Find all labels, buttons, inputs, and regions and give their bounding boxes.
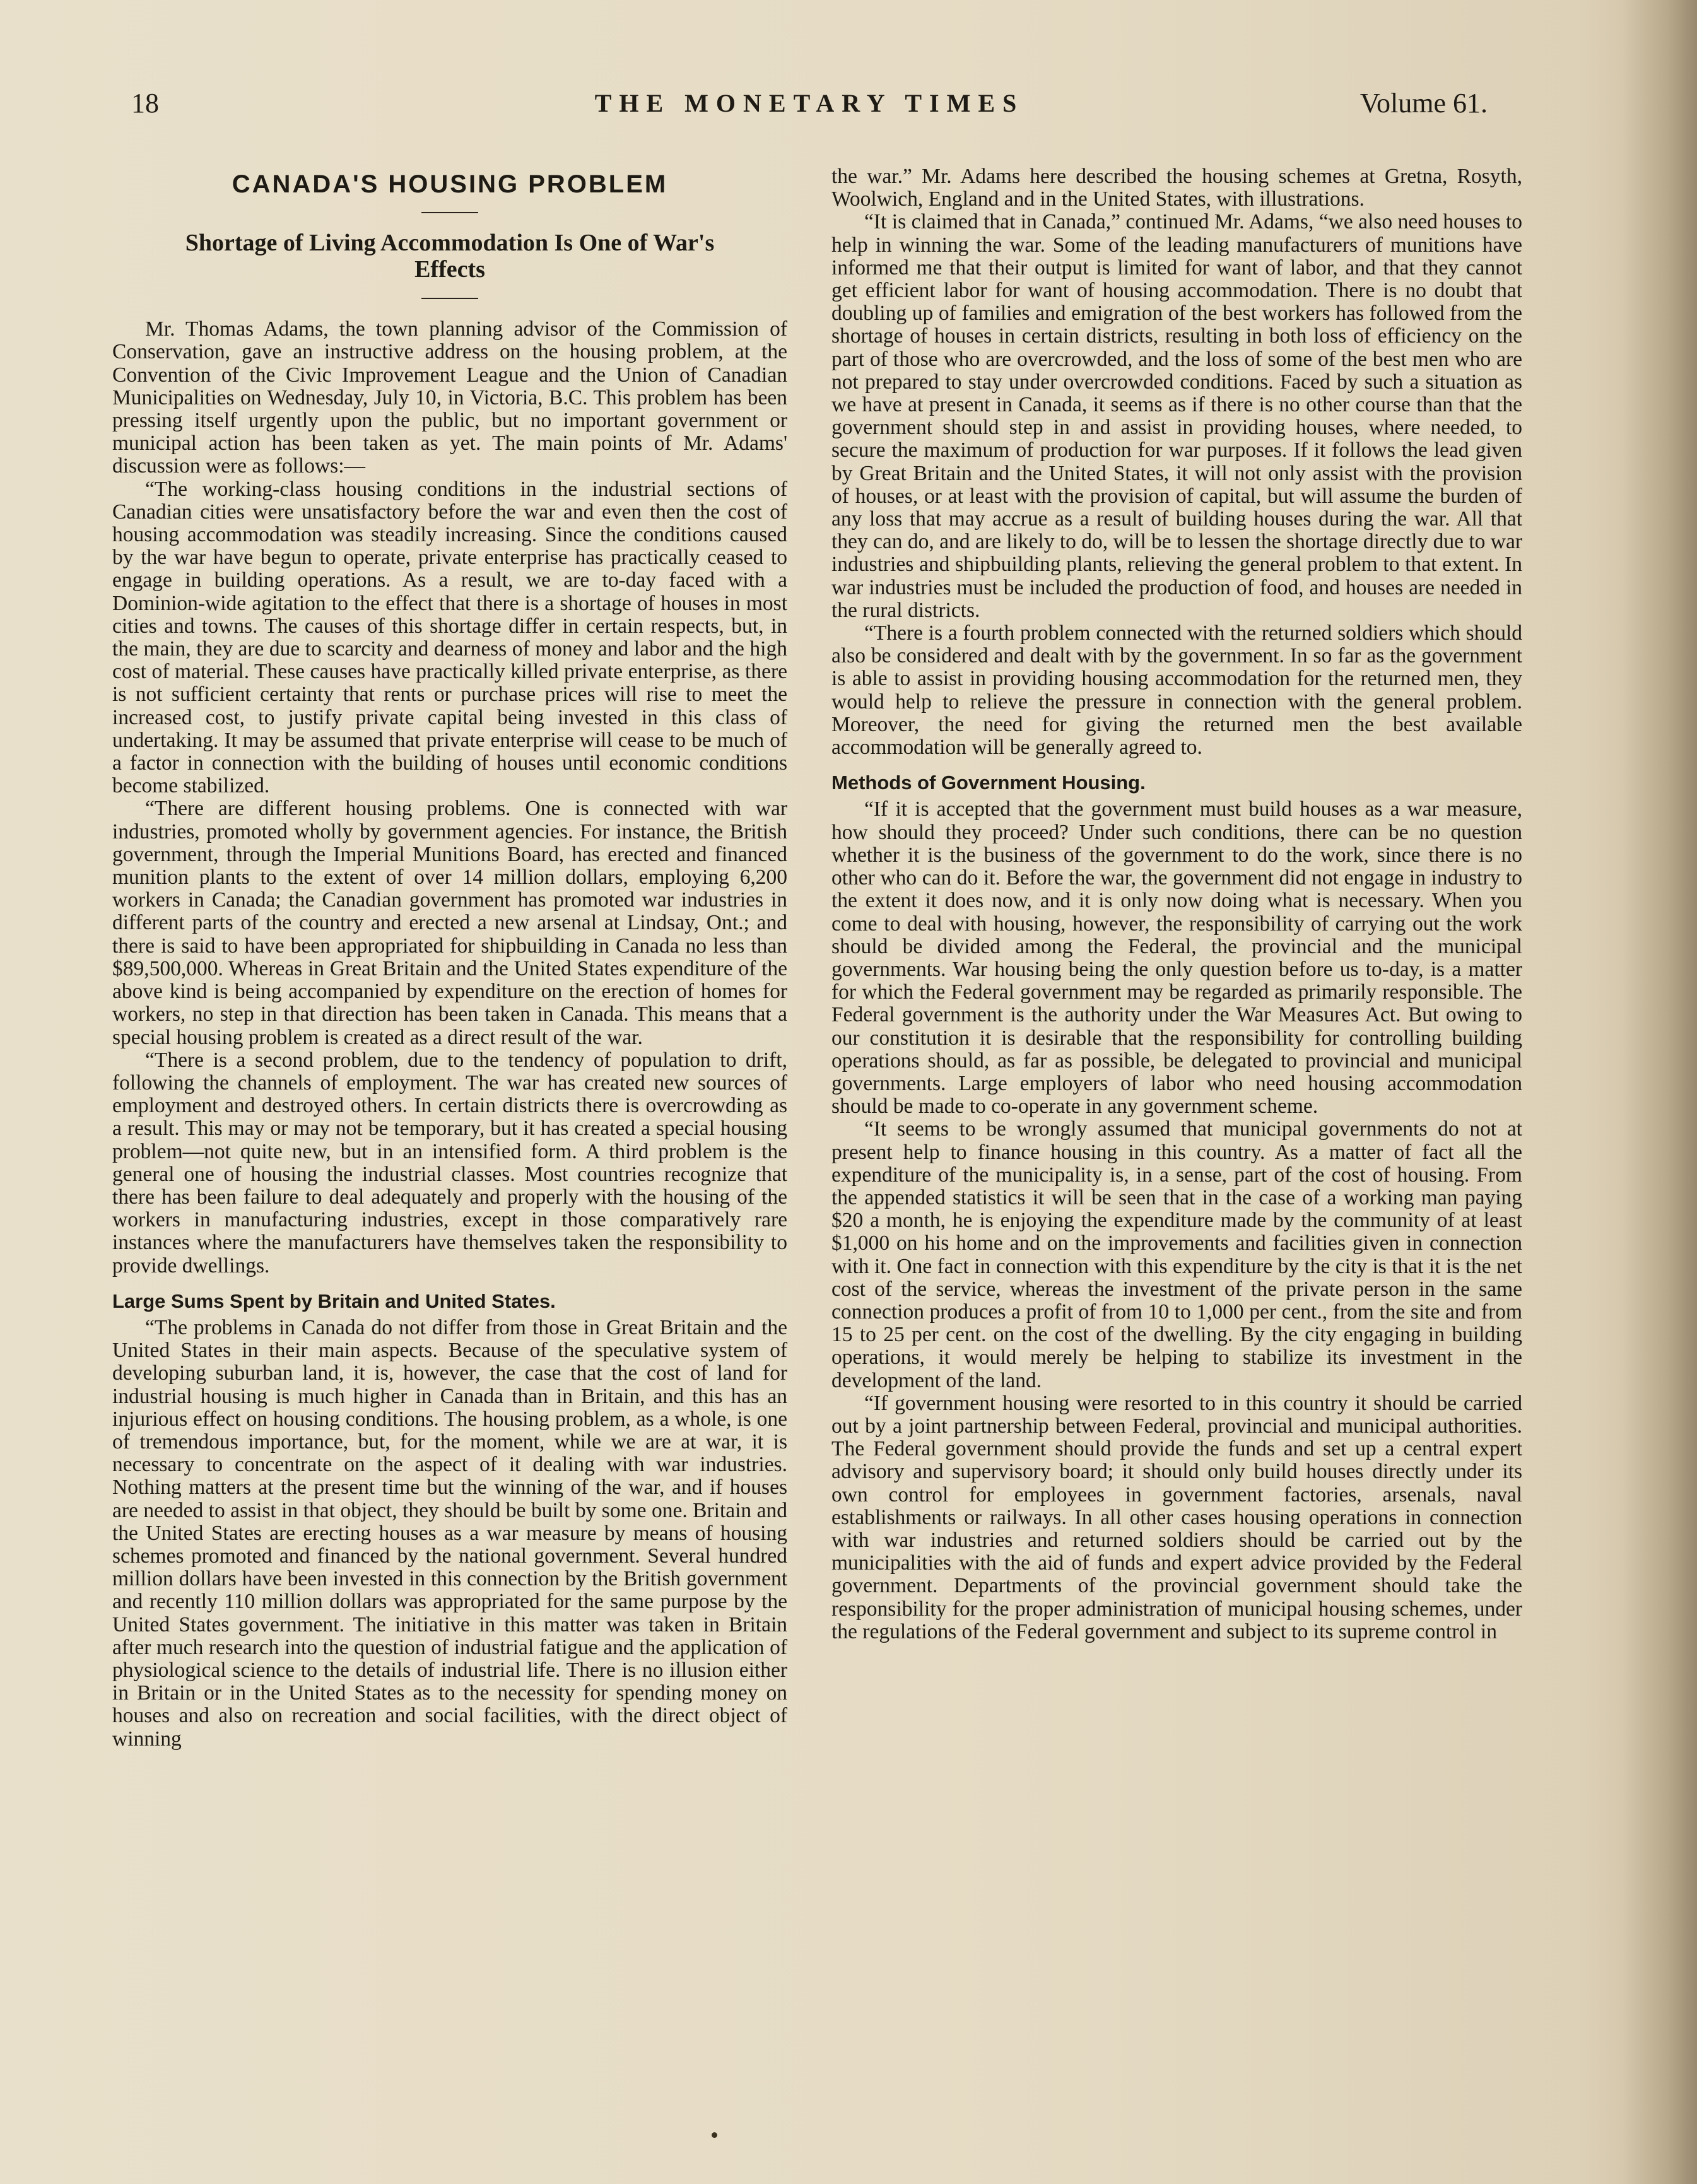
- left-column: [112, 165, 787, 1751]
- paragraph: the war.” Mr. Adams here described the housing schemes at Gretna, Rosyth, Woolwich, England and in the United States, with illustrations.: [831, 165, 1522, 211]
- paragraph: “If government housing were resorted to in this country it should be carried out by a joint partnership between Federal, provincial and municipal authorities. The Federal government should provide the funds and set up a central expert advisory and supervisory board; it should only build houses directly under its own control for employees in government factories, arsenals, naval establishments or railways. In all other cases housing operations in connection with war industries and returned soldiers should be carried out by the municipalities with the aid of funds and expert advice provided by the Federal government. Departments of the provincial government should take the responsibility for the proper administration of municipal housing schemes, under the regulations of the Federal government and subject to its supreme control in: [831, 1391, 1522, 1643]
- paragraph: “There is a second problem, due to the tendency of population to drift, following the channels of employment. The war has created new sources of employment and destroyed others. In certain districts there is overcrowding as a result. This may or may not be temporary, but it has created a special housing problem—not quite new, but in an intensified form. A third problem is the general one of housing the industrial classes. Most countries recognize that there has been failure to deal adequately and properly with the housing of the workers in manufacturing industries, except in those comparatively rare instances where the manufacturers have themselves taken the responsibility to provide dwellings.: [112, 1048, 787, 1277]
- title-rule: [421, 212, 478, 213]
- paragraph: “If it is accepted that the government must build houses as a war measure, how should they proceed? Under such conditions, there can be no question whether it is the business of the government to do the work, since there is no other who can do it. Before the war, the government did not engage in industry to the extent it does now, and it is only now doing what is necessary. When you come to deal with housing, however, the responsibility of carrying out the work should be divided among the Federal, the provincial and the municipal governments. War housing being the only question before us to-day, is a matter for which the Federal government may be regarded as primarily responsible. The Federal government is the authority under the War Measures Act. But owing to our constitution it is desirable that the responsibility for controlling building operations should, as far as possible, be delegated to provincial and municipal governments. Large employers of labor who need housing accommodation should be made to co-operate in any government scheme.: [831, 797, 1522, 1118]
- ink-dot: [712, 2132, 717, 2138]
- page-number: 18: [131, 88, 159, 119]
- paragraph: “There is a fourth problem connected with the returned soldiers which should also be considered and dealt with by the government. In so far as the government is able to assist in providing housing accommodation for the returned men, they would help to relieve the pressure in connection with the general problem. Moreover, the need for giving the returned men the best available accommodation will be generally agreed to.: [831, 621, 1522, 760]
- paragraph: “It seems to be wrongly assumed that municipal governments do not at present help to finance housing in this country. As a matter of fact all the expenditure of the municipality is, in a sense, part of the cost of housing. From the appended statistics it will be seen that in the case of a working man paying $20 a month, he is enjoying the expenditure made by the community of at least $1,000 on his home and on the improvements and facilities given in connection with it. One fact in connection with this expenditure by the city is that it is the net cost of the service, whereas the investment of the private person in the same connection produces a profit of from 10 to 1,000 per cent., from the site and from 15 to 25 per cent. on the cost of the dwelling. By the city engaging in building operations, it would merely be helping to stabilize its investment in the development of the land.: [831, 1117, 1522, 1392]
- page-header: [131, 87, 1488, 131]
- paragraph: “It is claimed that in Canada,” continued Mr. Adams, “we also need houses to help in winning the war. Some of the leading manufacturers of munitions have informed me that their output is limited for want of labor, and that they cannot get efficient labor for want of housing accommodation. There is no doubt that doubling up of families and emigration of the best workers has followed from the shortage of houses in certain districts, resulting in both loss of efficiency on the part of those who are overcrowded, and the loss of some of the best men who are not prepared to stay under overcrowded conditions. Faced by such a situation as we have at present in Canada, it seems as if there is no other course than that the government should step in and assist in providing houses, where needed, to secure the maximum of production for war purposes. If it follows the lead given by Great Britain and the United States, it will not only assist with the provision of houses, or at least with the provision of capital, but will assume the burden of any loss that may accrue as a result of building houses during the war. All that they can do, and are likely to do, will be to lessen the shortage directly due to war industries and shipbuilding plants, relieving the general problem to that extent. In war industries must be included the production of food, and houses are needed in the rural districts.: [831, 210, 1522, 622]
- paragraph: “The problems in Canada do not differ from those in Great Britain and the United States in their main aspects. Because of the speculative system of developing suburban land, it is, however, the case that the cost of land for industrial housing is much higher in Canada than in Britain, and this has an injurious effect on housing conditions. The housing problem, as a whole, is one of tremendous importance, but, for the moment, while we are at war, it is necessary to concentrate on the aspect of it dealing with war industries. Nothing matters at the present time but the winning of the war, and if houses are needed to assist in that object, they should be built by some one. Britain and the United States are erecting houses as a war measure by means of housing schemes promoted and financed by the national government. Several hundred million dollars have been invested in this connection by the British government and recently 110 million dollars was appropriated for the same purpose by the United States government. The initiative in this matter was taken in Britain after much research into the question of industrial fatigue and the application of physiological science to the details of industrial life. There is no illusion either in Britain or in the United States as to the necessity for spending money on houses and also on recreation and social facilities, with the direct object of winning: [112, 1315, 787, 1751]
- right-column: [831, 165, 1522, 1643]
- article-title: CANADA'S HOUSING PROBLEM: [232, 170, 668, 198]
- article-subtitle: Shortage of Living Accommodation Is One of War's Effects: [185, 230, 715, 283]
- journal-title: THE MONETARY TIMES: [594, 89, 1025, 117]
- section-heading: Methods of Government Housing.: [831, 772, 1146, 794]
- page-edge-shadow: [1621, 0, 1697, 2184]
- volume-label: Volume 61.: [1359, 88, 1488, 119]
- paragraph: Mr. Thomas Adams, the town planning advisor of the Commission of Conservation, gave an instructive address on the housing problem, at the Convention of the Civic Improvement League and the Union of Canadian Municipalities on Wednesday, July 10, in Victoria, B.C. This problem has been pressing itself urgently upon the public, but no important government or municipal action has been taken as yet. The main points of Mr. Adams' discussion were as follows:—: [112, 317, 787, 478]
- section-heading: Large Sums Spent by Britain and United States.: [112, 1289, 556, 1312]
- paragraph: “There are different housing problems. One is connected with war industries, promoted wholly by government agencies. For instance, the British government, through the Imperial Munitions Board, has erected and financed munition plants to the extent of over 14 million dollars, employing 6,200 workers in Canada; the Canadian government has promoted war industries in different parts of the country and erected a new arsenal at Lindsay, Ont.; and there is said to have been appropriated for shipbuilding in Canada no less than $89,500,000. Whereas in Great Britain and the United States expenditure of the above kind is being accompanied by expenditure on the erection of homes for workers, no step in that direction has been taken in Canada. This means that a special housing problem is created as a direct result of the war.: [112, 797, 787, 1049]
- paragraph: “The working-class housing conditions in the industrial sections of Canadian cities were unsatisfactory before the war and even then the cost of housing accommodation was steadily increasing. Since the conditions caused by the war have begun to operate, private enterprise has practically ceased to engage in building operations. As a result, we are to-day faced with a Dominion-wide agitation to the effect that there is a shortage of houses in most cities and towns. The causes of this shortage differ in certain respects, but, in the main, they are due to scarcity and dearness of money and labor and the high cost of material. These causes have practically killed private enterprise, as there is not sufficient certainty that rents or purchase prices will rise to meet the increased cost, to justify private capital being invested in this class of undertaking. It may be assumed that private enterprise will cease to be much of a factor in connection with the building of houses until economic conditions become stabilized.: [112, 477, 787, 798]
